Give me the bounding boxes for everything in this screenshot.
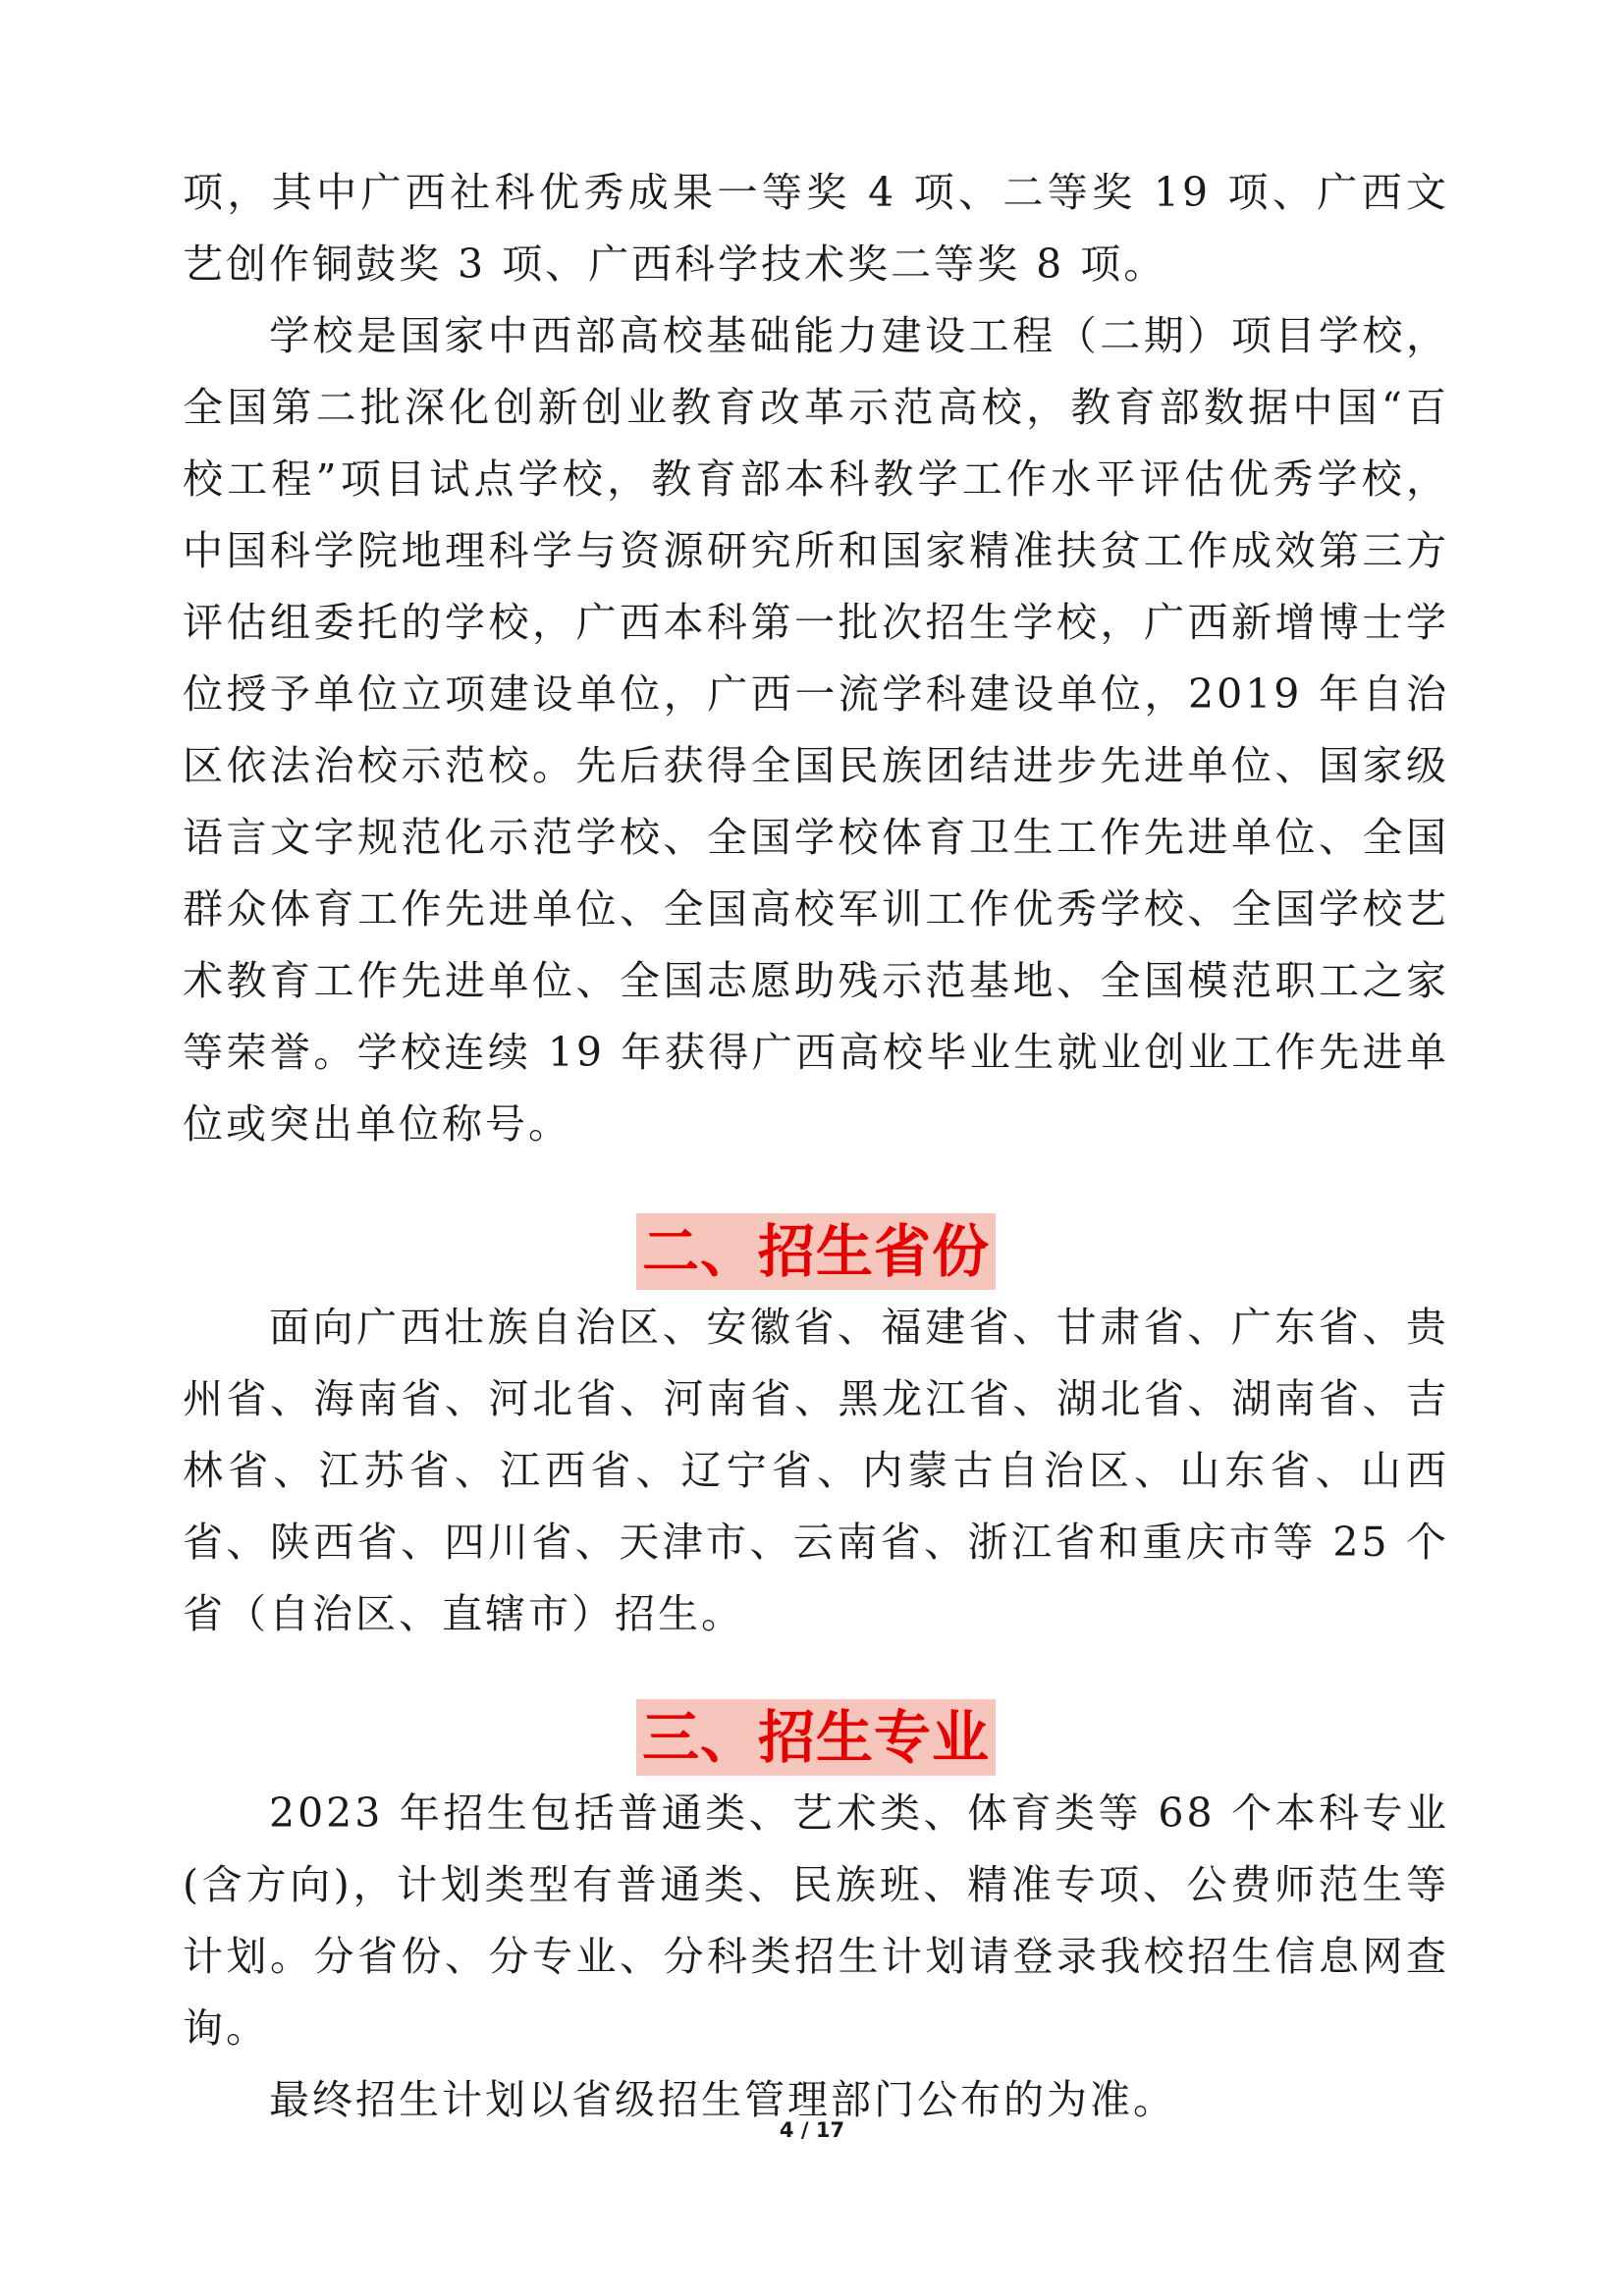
continuation-paragraph: 项，其中广西社科优秀成果一等奖 4 项、二等奖 19 项、广西文艺创作铜鼓奖 3 项、广西科学技术奖二等奖 8 项。 [183, 169, 1449, 288]
school-profile-paragraph: 学校是国家中西部高校基础能力建设工程（二期）项目学校，全国第二批深化创新创业教育改革示范高校，教育部数据中国“百校工程”项目试点学校，教育部本科教学工作水平评估优秀学校，中国科学院地理科学与资源研究所和国家精准扶贫工作成效第三方评估组委托的学校，广西本科第一批次招生学校，广西新增博士学位授予单位立项建设单位，广西一流学科建设单位，2019 年自治区依法治校示范校。先后获得全国民族团结进步先进单位、国家级语言文字规范化示范学校、全国学校体育卫生工作先进单位、全国群众体育工作先进单位、全国高校军训工作优秀学校、全国学校艺术教育工作先进单位、全国志愿助残示范基地、全国模范职工之家等荣誉。学校连续 19 年获得广西高校毕业生就业创业工作先进单位或突出单位称号。 [183, 312, 1449, 1148]
section-heading-majors: 三、招生专业 [636, 1699, 996, 1776]
section-heading-provinces-wrap [183, 1213, 1449, 1290]
provinces-paragraph: 面向广西壮族自治区、安徽省、福建省、甘肃省、广东省、贵州省、海南省、河北省、河南省、黑龙江省、湖北省、湖南省、吉林省、江苏省、江西省、辽宁省、内蒙古自治区、山东省、山西省、陕西省、四川省、天津市、云南省、浙江省和重庆市等 25 个省（自治区、直辖市）招生。 [183, 1304, 1449, 1637]
final-plan-paragraph: 最终招生计划以省级招生管理部门公布的为准。 [269, 2076, 1176, 2123]
document-page [183, 157, 1449, 2136]
page-number: 4 / 17 [779, 2118, 845, 2142]
majors-paragraph: 2023 年招生包括普通类、艺术类、体育类等 68 个本科专业(含方向)，计划类型有普通类、民族班、精准专项、公费师范生等计划。分省份、分专业、分科类招生计划请登录我校招生信息网查询。 [183, 1789, 1449, 2052]
section-heading-provinces: 二、招生省份 [636, 1213, 996, 1290]
section-heading-majors-wrap [183, 1699, 1449, 1776]
